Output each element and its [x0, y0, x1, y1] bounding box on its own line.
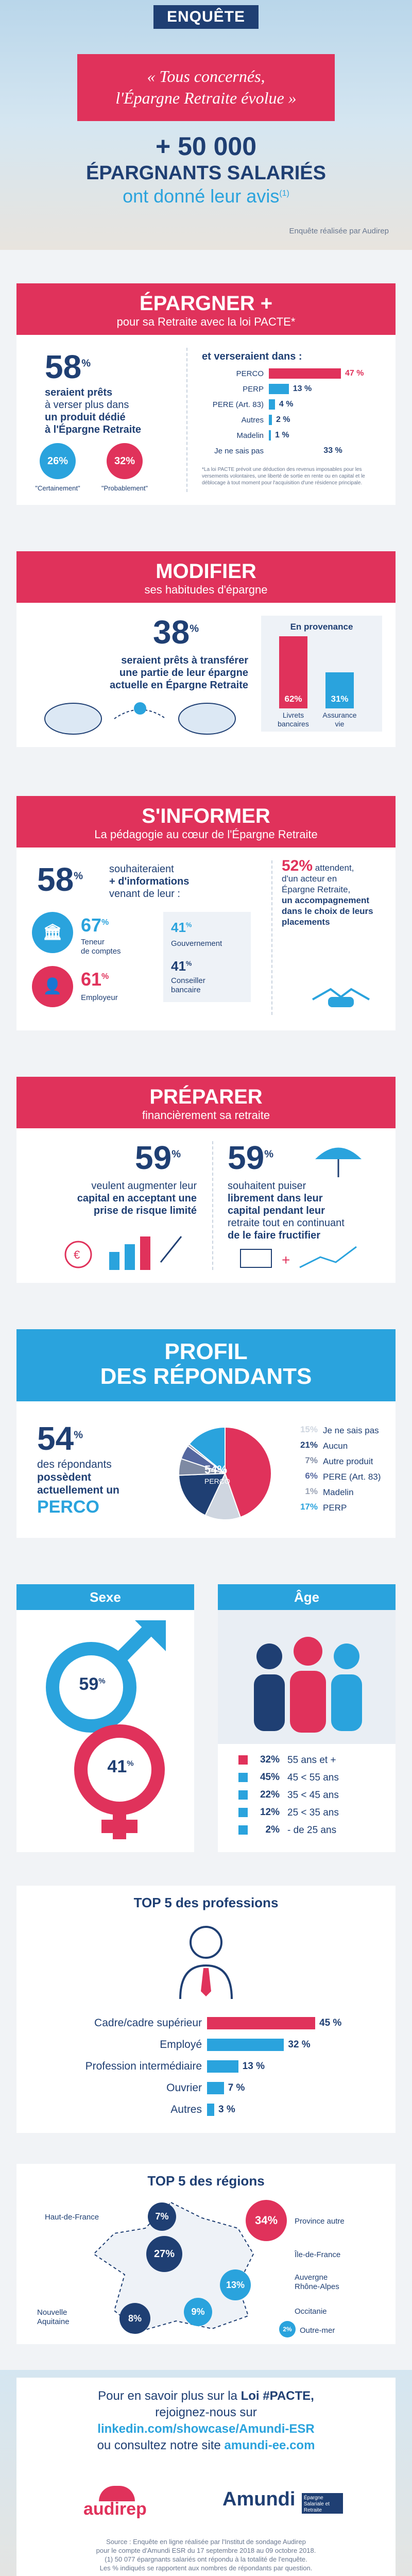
- profession-bar: [207, 2104, 214, 2116]
- informer-pct: [37, 860, 83, 899]
- profession-bar-row: [37, 2082, 245, 2094]
- footer-sources: [16, 2537, 396, 2572]
- legend-label: Je ne sais pas: [323, 1426, 379, 1435]
- sexe-title: Sexe: [90, 1589, 121, 1605]
- divider: [186, 348, 187, 492]
- region-na-circle: 8%: [119, 2303, 150, 2334]
- modifier-text: [83, 654, 248, 691]
- informer-subtitle: La pédagogie au cœur de l'Épargne Retraite: [94, 828, 318, 841]
- region-ara-label-1: Auvergne: [295, 2273, 328, 2282]
- informer-text-2: + d'informations: [109, 876, 190, 887]
- hero-line-3-text: ont donné leur avis: [123, 185, 280, 207]
- preparer-right-2: librement dans leur: [228, 1193, 323, 1204]
- profil-text-2: possèdent: [37, 1471, 92, 1483]
- professions-title: TOP 5 des professions: [133, 1895, 279, 1910]
- percent-sign: %: [81, 358, 91, 369]
- epargner-bar-row: [192, 399, 293, 410]
- epargner-bar-label: Autres: [241, 415, 264, 425]
- profession-bar-label: Cadre/cadre supérieur: [94, 2017, 202, 2029]
- informer-title: S'INFORMER: [142, 805, 270, 827]
- professional-person-icon: [175, 1924, 237, 2002]
- age-swatch: [238, 1755, 248, 1765]
- footer-line-1b: Loi #PACTE,: [241, 2389, 314, 2403]
- modifier-pct: [153, 613, 199, 651]
- conseiller-label-2: bancaire: [171, 986, 201, 994]
- epargner-subtitle: pour sa Retraite avec la loi PACTE*: [116, 315, 296, 328]
- profession-bar-label: Ouvrier: [166, 2082, 202, 2094]
- gov-value: [171, 920, 192, 936]
- provenance-title: En provenance: [290, 622, 353, 632]
- legend-label: PERE (Art. 83): [323, 1472, 381, 1482]
- legend-label: PERP: [323, 1503, 347, 1513]
- epargner-bar: [269, 446, 319, 456]
- informer-right-2: d'un acteur en: [282, 874, 337, 884]
- money-growth-icon: [238, 1244, 367, 1275]
- region-hdf-label: Haut-de-France: [45, 2213, 99, 2222]
- percent-sign: %: [185, 921, 192, 929]
- title-box: [77, 54, 335, 121]
- informer-right-4: un accompagnement: [282, 895, 370, 905]
- employer-icon: 👤: [32, 966, 73, 1007]
- percent-sign: %: [190, 623, 199, 635]
- conseiller-label: [171, 976, 205, 995]
- epargner-bar-label: Madelin: [236, 431, 264, 440]
- profession-bar: [207, 2039, 284, 2051]
- informer-right-5: dans le choix de leurs: [282, 906, 373, 916]
- informer-right-3: Épargne Retraite,: [282, 885, 351, 894]
- footer-text: [16, 2388, 396, 2454]
- epargner-text-2: à verser plus dans: [45, 399, 129, 411]
- age-value: 22%: [260, 1789, 280, 1800]
- informer-band: [16, 796, 396, 848]
- footer-line-4a: ou consultez notre site: [97, 2438, 225, 2452]
- beach-umbrella-icon: [310, 1139, 367, 1180]
- percent-sign: %: [101, 972, 109, 981]
- epargner-bar-row: [192, 368, 364, 379]
- preparer-right-5: de le faire fructifier: [228, 1230, 321, 1241]
- teneur-label-2: de comptes: [81, 947, 121, 956]
- preparer-right-pct: [228, 1139, 273, 1177]
- profil-band: [16, 1329, 396, 1401]
- hero-line-3-sup: (1): [279, 189, 289, 198]
- footer-source-2: pour le compte d'Amundi ESR du 17 septembre 2018 au 09 octobre 2018.: [96, 2547, 316, 2554]
- footer-line-2: rejoignez-nous sur: [155, 2405, 257, 2419]
- profession-bar-value: 7 %: [228, 2082, 245, 2093]
- modifier-pct-value: 38: [153, 614, 190, 651]
- epargner-bar: [269, 384, 289, 394]
- informer-pct-value: 58: [37, 861, 74, 898]
- section-profil: [16, 1329, 396, 1538]
- teneur-label-1: Teneur: [81, 938, 105, 946]
- epargner-bar-row: [192, 446, 342, 456]
- gender-symbols-icon: [32, 1620, 181, 1842]
- modifier-subtitle: ses habitudes d'épargne: [144, 583, 268, 596]
- hero: [0, 0, 412, 250]
- informer-right: [282, 857, 387, 927]
- region-ara-label: [295, 2273, 339, 2292]
- modifier-text-2: une partie de leur épargne: [119, 667, 248, 679]
- informer-right-1: attendent,: [315, 863, 354, 873]
- svg-text:+: +: [282, 1252, 290, 1268]
- male-pct: [74, 1674, 110, 1694]
- age-value: 12%: [260, 1807, 280, 1818]
- employeur-value-num: 61: [81, 969, 102, 990]
- section-modifier: [16, 551, 396, 747]
- provenance-label-1: Assurance: [322, 711, 357, 719]
- legend-value: 7%: [305, 1455, 318, 1465]
- provenance-label-1: Livrets: [282, 711, 304, 719]
- region-ara-circle: 13%: [220, 2269, 251, 2300]
- epargner-pct: [45, 348, 91, 386]
- percent-sign: %: [171, 1148, 181, 1160]
- conseiller-label-1: Conseiller: [171, 976, 205, 985]
- section-regions: [16, 2164, 396, 2344]
- footer-website-link[interactable]: amundi-ee.com: [224, 2438, 315, 2452]
- informer-text-3: venant de leur :: [109, 888, 180, 900]
- epargner-footnote: *La loi PACTE prévoit une déduction des revenus imposables pour les versements volontaires, une liberté de sortie en rente ou en capital et le déblocage à tout moment pour l'acquisition d'une résidence principale.: [202, 467, 365, 486]
- profession-bar-row: [37, 2104, 235, 2116]
- footer-source-4: Les % indiqués se rapportent aux nombres de répondants par question.: [99, 2564, 313, 2572]
- title-line-2: l'Épargne Retraite évolue »: [115, 89, 297, 107]
- epargner-text-4: à l'Épargne Retraite: [45, 424, 142, 435]
- percent-sign: %: [101, 918, 109, 927]
- profession-bar-value: 13 %: [242, 2061, 265, 2072]
- divider: [271, 860, 272, 1015]
- employeur-value: [81, 969, 109, 990]
- age-band: [218, 1584, 396, 1610]
- audirep-logo-text: audirep: [83, 2499, 147, 2519]
- profession-bar-value: 3 %: [218, 2104, 235, 2115]
- age-label: 45 < 55 ans: [287, 1772, 339, 1783]
- informer-text-1: souhaiteraient: [109, 863, 174, 875]
- epargner-band: [16, 283, 396, 335]
- preparer-left-2: capital en acceptant une: [77, 1193, 197, 1204]
- gov-value-num: 41: [171, 920, 186, 935]
- region-na-label: [37, 2308, 70, 2327]
- footer-source-1: Source : Enquête en ligne réalisée par l'Institut de sondage Audirep: [106, 2538, 306, 2546]
- provenance-bar-value: 62%: [284, 694, 302, 704]
- legend-label: Aucun: [323, 1441, 348, 1451]
- footer-source-3: (1) 50 077 épargnants salariés ont répondu à la totalité de l'enquête.: [105, 2555, 307, 2563]
- provenance-label-2: bancaires: [278, 720, 309, 728]
- section-professions: [16, 1886, 396, 2133]
- region-ara-label-2: Rhône-Alpes: [295, 2282, 339, 2291]
- legend-value: 1%: [305, 1486, 318, 1496]
- age-swatch: [238, 1790, 248, 1800]
- provenance-bar-value: 31%: [331, 694, 349, 704]
- epargner-bar-value: 33 %: [323, 446, 342, 455]
- section-sexe: [16, 1584, 194, 1852]
- region-province-label: Province autre: [295, 2217, 345, 2226]
- preparer-subtitle: financièrement sa retraite: [142, 1109, 270, 1122]
- employeur-label: Employeur: [81, 993, 118, 1002]
- regions-band: [16, 2164, 396, 2195]
- amundi-logo-text: Amundi: [222, 2488, 296, 2510]
- piggy-bank-transfer-icon: [37, 696, 253, 737]
- age-swatch: [238, 1808, 248, 1817]
- epargner-bar-value: 13 %: [293, 384, 312, 393]
- region-outremer-circle: 2%: [279, 2321, 296, 2337]
- teneur-value-num: 67: [81, 914, 102, 936]
- footer-linkedin-link[interactable]: linkedin.com/showcase/Amundi-ESR: [97, 2422, 315, 2436]
- age-swatch: [238, 1825, 248, 1835]
- divider: [212, 1141, 213, 1270]
- epargner-pct-value: 58: [45, 348, 82, 385]
- region-occitanie-circle: 9%: [184, 2298, 212, 2326]
- female-unit: %: [127, 1759, 134, 1768]
- preparer-right-value: 59: [228, 1139, 265, 1176]
- epargner-bar: [269, 399, 275, 410]
- epargner-bar-value: 4 %: [279, 400, 294, 409]
- informer-text: [109, 863, 222, 900]
- profession-bar-value: 45 %: [319, 2018, 342, 2028]
- profession-bar-value: 32 %: [288, 2039, 311, 2050]
- gov-label: Gouvernement: [171, 939, 222, 948]
- age-value: 2%: [265, 1824, 280, 1835]
- profil-title-1: PROFIL: [164, 1339, 248, 1364]
- region-idf-label: Île-de-France: [295, 2250, 341, 2259]
- preparer-left-1: veulent augmenter leur: [91, 1180, 197, 1192]
- percent-sign: %: [185, 959, 192, 968]
- profil-text-1: des répondants: [37, 1459, 112, 1470]
- probablement-circle: 32%: [107, 443, 143, 479]
- amundi-logo: [222, 2488, 343, 2514]
- sexe-band: [16, 1584, 194, 1610]
- section-epargner: [16, 283, 396, 505]
- preparer-right-3: capital pendant leur: [228, 1205, 325, 1216]
- age-title: Âge: [294, 1589, 320, 1605]
- preparer-band: [16, 1077, 396, 1128]
- hero-line-2: ÉPARGNANTS SALARIÉS: [86, 162, 326, 184]
- percent-sign: %: [74, 870, 83, 882]
- profil-pct: [37, 1419, 83, 1458]
- epargner-text: [45, 386, 168, 436]
- profil-product: PERCO: [37, 1497, 99, 1517]
- certainement-circle: 26%: [40, 443, 76, 479]
- legend-value: 6%: [305, 1471, 318, 1481]
- regions-title: TOP 5 des régions: [147, 2173, 265, 2189]
- epargner-bar-label: Je ne sais pas: [214, 446, 264, 455]
- region-occitanie-label: Occitanie: [295, 2307, 327, 2316]
- pie-center-value: 54%: [204, 1463, 228, 1476]
- informer-right-pct: 52%: [282, 857, 313, 874]
- legend-label: Autre produit: [323, 1456, 373, 1466]
- preparer-left-value: 59: [135, 1139, 172, 1176]
- epargner-bar-value: 47 %: [345, 369, 364, 378]
- section-age: [218, 1584, 396, 1852]
- epargner-text-1: seraient prêts: [45, 387, 113, 398]
- audirep-logo: [83, 2486, 176, 2522]
- legend-value: 17%: [300, 1502, 318, 1512]
- age-label: 35 < 45 ans: [287, 1790, 339, 1801]
- preparer-left-pct: [135, 1139, 181, 1177]
- region-idf-circle: 27%: [146, 2236, 182, 2272]
- professions-band: [16, 1886, 396, 1917]
- epargner-bar-value: 1 %: [275, 431, 289, 439]
- preparer-title: PRÉPARER: [149, 1086, 263, 1108]
- age-label: 55 ans et +: [287, 1755, 336, 1766]
- female-pct: [102, 1757, 139, 1777]
- profil-text-3: actuellement un: [37, 1484, 119, 1496]
- age-value: 45%: [260, 1772, 280, 1783]
- bank-icon: 🏛: [32, 912, 73, 953]
- hero-note: Enquête réalisée par Audirep: [289, 227, 389, 235]
- profession-bar: [207, 2060, 238, 2073]
- epargner-bar-row: [192, 430, 289, 440]
- epargner-bar-value: 2 %: [276, 415, 290, 424]
- epargner-bar: [269, 368, 341, 379]
- male-unit: %: [98, 1676, 106, 1686]
- informer-right-6: placements: [282, 917, 330, 927]
- profession-bar: [207, 2082, 224, 2094]
- percent-sign: %: [74, 1429, 83, 1441]
- profession-bar: [207, 2017, 315, 2029]
- title-line-1: « Tous concernés,: [147, 67, 265, 86]
- profession-bar-label: Autres: [170, 2104, 202, 2115]
- svg-text:€: €: [74, 1248, 80, 1261]
- region-outremer-label: Outre-mer: [300, 2326, 335, 2335]
- region-na-label-2: Aquitaine: [37, 2317, 70, 2326]
- conseiller-value-num: 41: [171, 958, 186, 974]
- modifier-band: [16, 551, 396, 603]
- age-value: 32%: [260, 1754, 280, 1765]
- probablement-label: "Probablement": [101, 484, 148, 492]
- preparer-right-text: [228, 1180, 382, 1242]
- conseiller-value: [171, 958, 192, 974]
- profession-bar-label: Profession intermédiaire: [85, 2060, 202, 2072]
- coins-graph-icon: [58, 1226, 192, 1273]
- legend-label: Madelin: [323, 1487, 354, 1497]
- epargner-bar-label: PERE (Art. 83): [212, 400, 264, 409]
- section-informer: [16, 796, 396, 1030]
- legend-value: 21%: [300, 1440, 318, 1450]
- region-hdf-circle: 7%: [148, 2202, 176, 2231]
- profil-pie-chart: [176, 1425, 274, 1522]
- epargner-bar-row: [192, 415, 290, 425]
- age-swatch: [238, 1773, 248, 1782]
- modifier-text-1: seraient prêts à transférer: [121, 655, 248, 666]
- pie-center-label: PERCO: [204, 1477, 230, 1485]
- preparer-left-text: [37, 1180, 197, 1217]
- hero-line-3: [0, 185, 412, 207]
- section-preparer: [16, 1077, 396, 1283]
- teneur-value: [81, 914, 109, 936]
- people-group-icon: [238, 1625, 377, 1739]
- female-value: 41: [107, 1757, 127, 1776]
- epargner-right-title: et verseraient dans :: [202, 351, 302, 362]
- preparer-left-3: prise de risque limité: [93, 1205, 197, 1216]
- epargner-bar-label: PERP: [243, 384, 264, 394]
- footer-line-1a: Pour en savoir plus sur la: [98, 2389, 241, 2403]
- amundi-logo-sub: Épargne Salariale et Retraite: [302, 2493, 343, 2514]
- epargner-bar-label: PERCO: [236, 369, 264, 378]
- hero-big-number: + 50 000: [155, 132, 257, 161]
- legend-value: 15%: [300, 1425, 318, 1434]
- region-na-label-1: Nouvelle: [37, 2308, 67, 2317]
- profession-bar-label: Employé: [160, 2039, 202, 2050]
- certainement-label: "Certainement": [35, 484, 80, 492]
- region-province-circle: 34%: [246, 2200, 287, 2241]
- modifier-title: MODIFIER: [156, 560, 256, 583]
- enquete-tag: ENQUÊTE: [153, 5, 259, 29]
- age-label: - de 25 ans: [287, 1825, 337, 1836]
- preparer-right-4: retraite tout en continuant: [228, 1217, 345, 1229]
- percent-sign: %: [264, 1148, 273, 1160]
- profil-pct-value: 54: [37, 1420, 74, 1457]
- male-value: 59: [79, 1674, 99, 1694]
- profession-bar-row: [37, 2039, 311, 2051]
- profil-title-2: DES RÉPONDANTS: [100, 1364, 312, 1389]
- handshake-icon: [307, 974, 374, 1015]
- epargner-title: ÉPARGNER +: [139, 292, 273, 315]
- epargner-text-3: un produit dédié: [45, 412, 126, 423]
- profession-bar-row: [37, 2017, 341, 2029]
- profil-text: [37, 1458, 171, 1517]
- profession-bar-row: [37, 2060, 265, 2073]
- teneur-label: [81, 938, 121, 956]
- preparer-right-1: souhaitent puiser: [228, 1180, 306, 1192]
- epargner-bar-row: [192, 384, 312, 394]
- age-label: 25 < 35 ans: [287, 1807, 339, 1818]
- footer-card: [16, 2378, 396, 2576]
- modifier-text-3: actuelle en Épargne Retraite: [110, 680, 248, 691]
- provenance-label-2: vie: [335, 720, 345, 728]
